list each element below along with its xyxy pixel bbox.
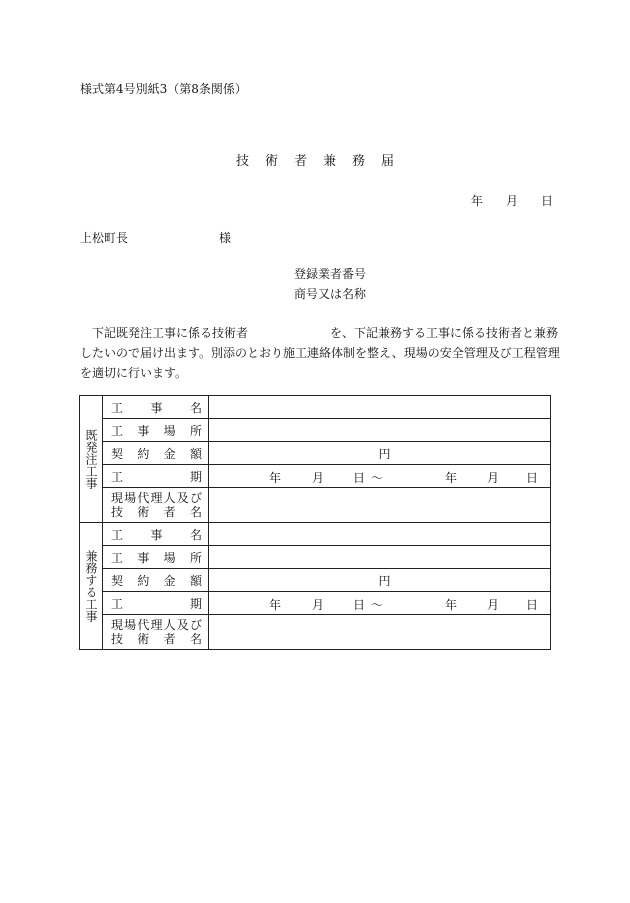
- period-start-day: 日: [353, 598, 366, 612]
- table-row: [80, 442, 551, 465]
- table-row: [80, 592, 551, 615]
- registration-number-label: 登録業者番号: [294, 267, 367, 281]
- table-row: [80, 546, 551, 569]
- value-work-name[interactable]: [209, 396, 551, 419]
- value-contract-amount[interactable]: [209, 569, 551, 592]
- value-contract-amount[interactable]: [209, 442, 551, 465]
- table-row: [80, 419, 551, 442]
- value-period[interactable]: [209, 592, 551, 615]
- date-day-label: 日: [541, 194, 554, 208]
- row-label-period: 工 期: [103, 465, 209, 488]
- body-line2: したいので届け出ます。別添のとおり施工連絡体制を整え、現場の安全管理及び工程管理: [80, 346, 560, 360]
- value-work-place[interactable]: [209, 546, 551, 569]
- row-label-agent: 現 場 代 理 人 及 び 技 術 者 名: [103, 615, 209, 650]
- section-label-concurrent: 兼務する工事: [80, 523, 103, 650]
- value-agent[interactable]: [209, 488, 551, 523]
- yen-unit: 円: [378, 446, 391, 461]
- row-label-work-name: 工 事 名: [103, 396, 209, 419]
- table-row: [80, 396, 551, 419]
- period-start-year: 年: [269, 598, 282, 612]
- section-label-existing: 既発注工事: [80, 396, 103, 523]
- period-end-day: 日: [526, 471, 539, 485]
- value-agent[interactable]: [209, 615, 551, 650]
- value-work-place[interactable]: [209, 419, 551, 442]
- row-label-period: 工 期: [103, 592, 209, 615]
- row-label-contract-amount: 契 約 金 額: [103, 442, 209, 465]
- period-end-month: 月: [487, 598, 500, 612]
- period-end-month: 月: [487, 471, 500, 485]
- addressee: 上松町長: [80, 231, 129, 245]
- body-line1-b: を、下記兼務する工事に係る技術者と兼務: [330, 326, 559, 340]
- period-start-year: 年: [269, 471, 282, 485]
- body-line3: を適切に行います。: [80, 366, 188, 380]
- date-month-label: 月: [506, 194, 519, 208]
- row-label-contract-amount: 契 約 金 額: [103, 569, 209, 592]
- row-label-agent: 現 場 代 理 人 及 び 技 術 者 名: [103, 488, 209, 523]
- period-tilde: ～: [371, 471, 384, 485]
- row-label-work-place: 工 事 場 所: [103, 419, 209, 442]
- document-title: 技術者兼務届: [235, 154, 410, 169]
- date-year-label: 年: [471, 194, 484, 208]
- period-start-month: 月: [312, 598, 325, 612]
- concurrent-duty-table: [79, 395, 551, 650]
- yen-unit: 円: [378, 573, 391, 588]
- body-paragraph: [80, 323, 560, 383]
- table-row: [80, 569, 551, 592]
- row-label-work-place: 工 事 場 所: [103, 546, 209, 569]
- period-end-year: 年: [445, 598, 458, 612]
- period-start-month: 月: [312, 471, 325, 485]
- period-tilde: ～: [371, 598, 384, 612]
- table-row: [80, 523, 551, 546]
- period-end-day: 日: [526, 598, 539, 612]
- table-row: [80, 465, 551, 488]
- body-line1-a: 下記既発注工事に係る技術者: [92, 326, 249, 340]
- table-row: [80, 615, 551, 650]
- form-id: 様式第4号別紙3（第8条関係）: [80, 82, 247, 96]
- period-start-day: 日: [353, 471, 366, 485]
- company-name-label: 商号又は名称: [294, 287, 367, 301]
- period-end-year: 年: [445, 471, 458, 485]
- honorific: 様: [219, 231, 232, 245]
- value-work-name[interactable]: [209, 523, 551, 546]
- table-row: [80, 488, 551, 523]
- value-period[interactable]: [209, 465, 551, 488]
- row-label-work-name: 工 事 名: [103, 523, 209, 546]
